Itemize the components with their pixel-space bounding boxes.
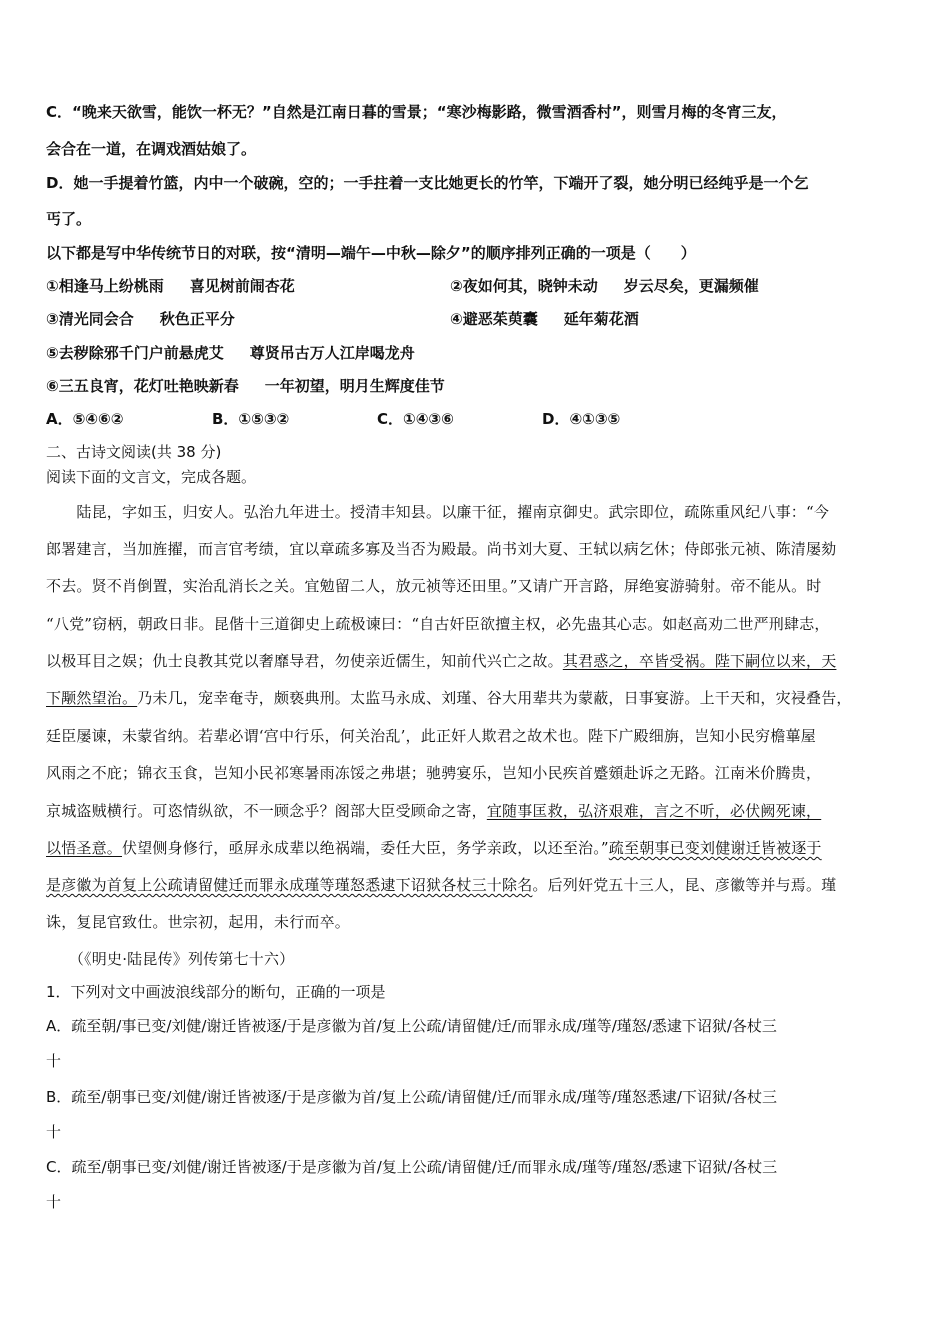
passage-text: 以极耳目之娱；仇士良教其党以奢靡导君，勿使亲近儒生，知前代兴亡之故。: [46, 652, 563, 670]
wavy-line-segment: 疏至朝事已变刘健谢迁皆被逐于: [608, 839, 822, 857]
couplet-3-upper: ③清光同会合: [46, 310, 134, 328]
passage-text: 伏望侧身修行，亟屏永成辈以绝祸端，委任大臣，务学亲政，以还至治。”: [122, 839, 609, 857]
couplet-1: [46, 275, 295, 297]
couplet-3-lower: 秋色正平分: [159, 310, 235, 328]
option-d-line-1: D．她一手提着竹篮，内中一个破碗，空的；一手拄着一支比她更长的竹竿，下端开了裂，她分明已经纯乎是一个乞: [46, 174, 809, 192]
passage-source: （《明史·陆昆传》列传第七十六）: [46, 950, 295, 968]
section-2-heading: 二、古诗文阅读(共 38 分): [46, 443, 222, 461]
couplet-4-upper: ④避恶茱萸囊: [450, 310, 538, 328]
passage-line-6: [46, 687, 852, 709]
answer-c: C．①④③⑥: [377, 410, 454, 428]
couplet-4: [450, 308, 639, 330]
passage-text: 京城盗贼横行。可恣情纵欲，不一顾念乎？阁部大臣受顾命之寄，: [46, 802, 487, 820]
question-1-option-c-line-1: C．疏至/朝事已变/刘健/谢迁皆被逐/于是彦徽为首/复上公疏/请留健/迁/而罪永成/瑾等/瑾怒/悉逮下诏狱/各杖三: [46, 1158, 778, 1176]
passage-line-1: 陆昆，字如玉，归安人。弘治九年进士。授清丰知县。以廉干征，擢南京御史。武宗即位，疏陈重风纪八事：“今: [46, 503, 830, 521]
underlined-sentence-1: 其君惑之，卒皆受祸。陛下嗣位以来，天: [562, 652, 837, 670]
passage-line-9: [46, 800, 821, 822]
passage-line-7: 廷臣屡谏，未蒙省纳。若辈必谓‘宫中行乐，何关治乱’，此正奸人欺君之故术也。陛下广殿细旃，岂知小民穷檐蓽屋: [46, 727, 816, 745]
question-1-option-c-line-2: 十: [46, 1193, 62, 1211]
passage-line-4: “八党”窃柄，朝政日非。昆偕十三道御史上疏极谏曰：“自古奸臣欲擅主权，必先蛊其心志。如赵高劝二世严刑肆志，: [46, 615, 830, 633]
couplet-1-upper: ①相逢马上纷桃雨: [46, 277, 164, 295]
option-c-line-1: C．“晚来天欲雪，能饮一杯无？”自然是江南日暮的雪景；“寒沙梅影路，微雪酒香村”，则雪月梅的冬宵三友，: [46, 103, 787, 121]
underlined-sentence-2: 宜随事匡救，弘济艰难，言之不听，必伏阙死谏，: [486, 802, 822, 820]
couplet-6-upper: ⑥三五良宵，花灯吐艳映新春: [46, 377, 239, 395]
couplet-5-lower: 尊贤吊古万人江岸喝龙舟: [249, 344, 415, 362]
couplet-5: [46, 342, 415, 364]
question-1-option-b-line-1: B．疏至/朝事已变/刘健/谢迁皆被逐/于是彦徽为首/复上公疏/请留健/迁/而罪永成/瑾等/瑾怒悉逮/下诏狱/各杖三: [46, 1088, 777, 1106]
couplet-5-upper: ⑤去秽除邪千门户前悬虎艾: [46, 344, 224, 362]
passage-text: 。后列奸党五十三人，昆、彦徽等并与焉。瑾: [532, 876, 837, 894]
couplet-question: 以下都是写中华传统节日的对联，按“清明—端午—中秋—除夕”的顺序排列正确的一项是（ ）: [46, 244, 696, 262]
couplet-2-upper: ②夜如何其，晓钟未动: [450, 277, 598, 295]
passage-line-12: 诛，复昆官致仕。世宗初，起用，未行而卒。: [46, 913, 351, 931]
question-1-option-a-line-2: 十: [46, 1052, 62, 1070]
couplet-6-lower: 一年初望，明月生辉度佳节: [264, 377, 445, 395]
couplet-4-lower: 延年菊花酒: [563, 310, 639, 328]
passage-line-11: [46, 874, 836, 896]
couplet-2: [450, 275, 759, 297]
passage-line-8: 风雨之不庇；锦衣玉食，岂知小民祁寒暑雨冻馁之弗堪；驰骋宴乐，岂知小民疾首蹙頞赴诉之无路。江南米价腾贵，: [46, 764, 822, 782]
couplet-3: [46, 308, 235, 330]
passage-line-10: [46, 837, 822, 859]
couplet-2-lower: 岁云尽矣，更漏频催: [623, 277, 759, 295]
couplet-1-lower: 喜见树前闹杏花: [189, 277, 295, 295]
wavy-line-segment-end: 是彦徽为首复上公疏请留健迁而罪永成瑾等瑾怒悉逮下诏狱各杖三十除名: [46, 876, 533, 894]
underlined-sentence-2-end: 以悟圣意。: [46, 839, 123, 857]
option-c-line-2: 会合在一道，在调戏酒姑娘了。: [46, 140, 257, 158]
option-d-line-2: 丐了。: [46, 210, 92, 228]
passage-line-5: [46, 650, 836, 672]
answer-d: D．④①③⑤: [542, 410, 621, 428]
passage-line-2: 郎署建言，当加旌擢，而言官考绩，宜以章疏多寡及当否为殿最。尚书刘大夏、王轼以病乞休；侍郎张元祯、陈清屡劾: [46, 540, 837, 558]
answer-b: B．①⑤③②: [212, 410, 290, 428]
answer-a: A．⑤④⑥②: [46, 410, 124, 428]
passage-line-3: 不去。贤不肖倒置，实治乱消长之关。宜勉留二人，放元祯等还田里。”又请广开言路，屏绝宴游骑射。帝不能从。时: [46, 577, 822, 595]
couplet-6: [46, 375, 445, 397]
question-1: 1．下列对文中画波浪线部分的断句，正确的一项是: [46, 983, 386, 1001]
question-1-option-a-line-1: A．疏至朝/事已变/刘健/谢迁皆被逐/于是彦徽为首/复上公疏/请留健/迁/而罪永成/瑾等/瑾怒/悉逮下诏狱/各杖三: [46, 1017, 777, 1035]
reading-instruction: 阅读下面的文言文，完成各题。: [46, 468, 257, 486]
question-1-option-b-line-2: 十: [46, 1123, 62, 1141]
underlined-sentence-1-end: 下颙然望治。: [46, 689, 138, 707]
passage-text: 乃未几，宠幸奄寺，颇亵典刑。太监马永成、刘瑾、谷大用辈共为蒙蔽，日事宴游。上干天和，灾祲叠告，: [137, 689, 852, 707]
